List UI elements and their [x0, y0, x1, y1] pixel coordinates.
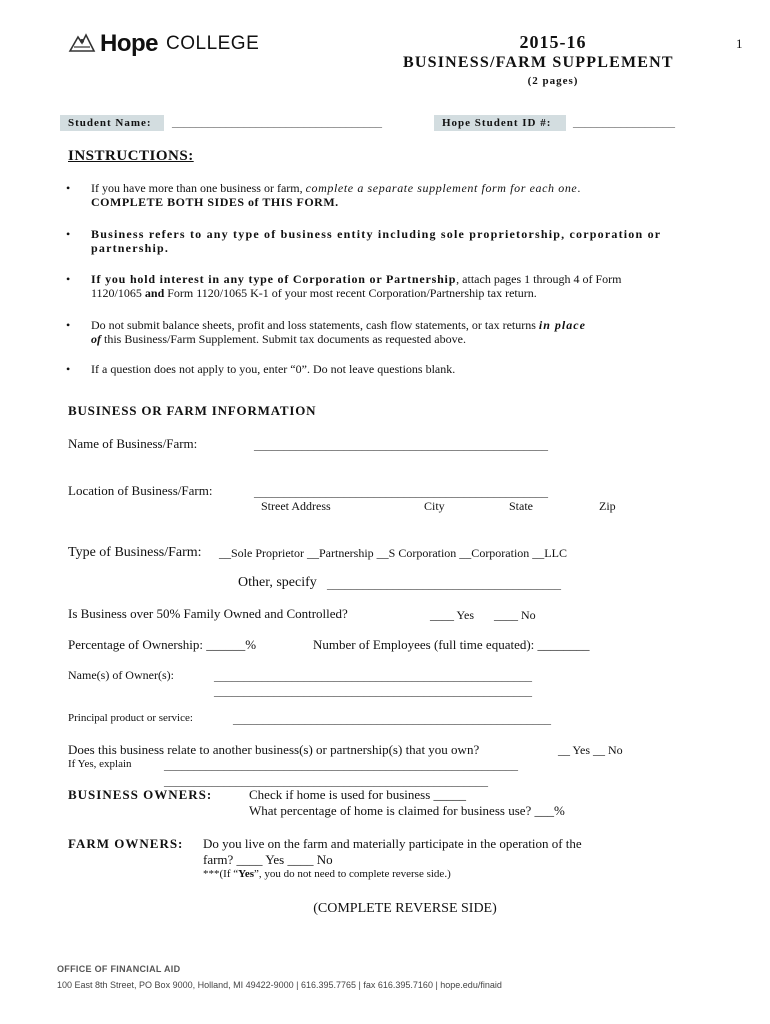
- family-owned-no[interactable]: ____ No: [494, 608, 536, 622]
- bullet-icon: •: [66, 318, 71, 332]
- instruction-4-of: of: [91, 332, 101, 346]
- instruction-4-text: Do not submit balance sheets, profit and loss statements, cash flow statements, or tax returns: [91, 318, 539, 332]
- instruction-1: [91, 181, 580, 209]
- business-type-options[interactable]: __Sole Proprietor __Partnership __S Corporation __Corporation __LLC: [219, 546, 567, 560]
- location-field[interactable]: _________________________________________________: [254, 485, 548, 499]
- instruction-2: [91, 227, 661, 255]
- instruction-2-line1: Business refers to any type of business entity including sole proprietorship, corporation or: [91, 227, 662, 241]
- instruction-3-and: and: [144, 286, 165, 300]
- employees-field[interactable]: Number of Employees (full time equated): ________: [313, 637, 590, 652]
- owners-label: Name(s) of Owner(s):: [68, 668, 174, 682]
- street-address-caption: Street Address: [261, 499, 331, 513]
- student-name-label: Student Name:: [60, 115, 164, 131]
- instruction-3-text: , attach pages 1 through 4 of Form: [456, 272, 622, 286]
- instruction-4-line2: this Business/Farm Supplement. Submit tax documents as requested above.: [101, 332, 466, 346]
- family-owned-yes[interactable]: ____ Yes: [430, 608, 475, 622]
- instruction-2-line2: partnership.: [91, 241, 170, 255]
- owners-field-2[interactable]: _____________________________________________________: [214, 684, 532, 698]
- logo-word: Hope: [100, 30, 158, 57]
- bullet-icon: •: [66, 181, 71, 195]
- business-type-label: Type of Business/Farm:: [68, 545, 202, 560]
- explain-field-2[interactable]: ______________________________________________________: [164, 774, 488, 788]
- product-label: Principal product or service:: [68, 712, 193, 724]
- location-label: Location of Business/Farm:: [68, 483, 213, 498]
- ownership-percentage-field[interactable]: Percentage of Ownership: ______%: [68, 637, 257, 652]
- complete-reverse-note: (COMPLETE REVERSE SIDE): [313, 901, 497, 916]
- farm-note: [203, 868, 451, 880]
- home-used-field[interactable]: Check if home is used for business _____: [249, 787, 467, 802]
- family-owned-question: Is Business over 50% Family Owned and Controlled?: [68, 606, 348, 621]
- page-number: 1: [736, 36, 743, 51]
- farm-note-text: ***(If “: [203, 868, 239, 880]
- student-id-label: Hope Student ID #:: [434, 115, 566, 131]
- student-name-field[interactable]: ___________________________________: [172, 115, 382, 129]
- bullet-icon: •: [66, 362, 71, 376]
- explain-field-1[interactable]: ___________________________________________________________: [164, 758, 518, 772]
- home-percentage-field[interactable]: What percentage of home is claimed for business use? ___%: [249, 803, 565, 818]
- other-specify-label: Other, specify: [238, 575, 317, 590]
- farm-note-end: ”, you do not need to complete reverse side.): [254, 868, 451, 880]
- business-owners-label: BUSINESS OWNERS:: [68, 787, 213, 802]
- student-id-field[interactable]: _________________: [573, 115, 675, 129]
- instruction-5: If a question does not apply to you, enter “0”. Do not leave questions blank.: [91, 362, 456, 376]
- footer-address: 100 East 8th Street, PO Box 9000, Holland, MI 49422-9000 | 616.395.7765 | fax 616.395.7160 | hope.edu/finaid: [57, 980, 502, 990]
- business-name-field[interactable]: _________________________________________________: [254, 438, 548, 452]
- bullet-icon: •: [66, 272, 71, 286]
- owners-field-1[interactable]: _____________________________________________________: [214, 669, 532, 683]
- form-title: BUSINESS/FARM SUPPLEMENT: [403, 54, 674, 71]
- instructions-heading: INSTRUCTIONS:: [68, 148, 194, 164]
- instruction-1-text: If you have more than one business or farm,: [91, 181, 306, 195]
- explain-label: If Yes, explain: [68, 758, 132, 770]
- logo-subtitle: COLLEGE: [166, 33, 260, 54]
- farm-answer-options[interactable]: farm? ____ Yes ____ No: [203, 852, 333, 867]
- instruction-3-line2: Form 1120/1065 K-1 of your most recent Corporation/Partnership tax return.: [164, 286, 537, 300]
- instruction-3-form: 1120/1065: [91, 286, 145, 300]
- zip-caption: Zip: [599, 499, 616, 513]
- form-year: 2015-16: [519, 32, 587, 52]
- other-specify-field[interactable]: _______________________________________: [327, 577, 561, 591]
- section-heading-business: BUSINESS OR FARM INFORMATION: [68, 403, 317, 418]
- state-caption: State: [509, 499, 533, 513]
- business-name-label: Name of Business/Farm:: [68, 436, 198, 451]
- page-count: (2 pages): [527, 75, 579, 87]
- farm-note-yes: Yes: [238, 868, 255, 880]
- farm-question: Do you live on the farm and materially participate in the operation of the: [203, 836, 582, 851]
- product-field[interactable]: _____________________________________________________: [233, 712, 551, 726]
- instruction-1-emphasis: complete a separate supplement form for each one: [305, 181, 578, 195]
- footer-office: OFFICE OF FINANCIAL AID: [57, 964, 181, 974]
- instruction-3: [91, 272, 621, 300]
- bullet-icon: •: [66, 227, 71, 241]
- relate-question: Does this business relate to another business(s) or partnership(s) that you own?: [68, 742, 480, 757]
- instruction-4-emphasis: in place: [538, 318, 586, 332]
- farm-owners-label: FARM OWNERS:: [68, 836, 184, 851]
- relate-options[interactable]: __ Yes __ No: [558, 743, 623, 757]
- instruction-1-line2: COMPLETE BOTH SIDES of THIS FORM.: [91, 195, 339, 209]
- city-caption: City: [424, 499, 445, 513]
- instruction-4: [91, 318, 586, 346]
- instruction-1-end: .: [577, 181, 581, 195]
- instruction-3-bold: If you hold interest in any type of Corporation or Partnership: [91, 272, 457, 286]
